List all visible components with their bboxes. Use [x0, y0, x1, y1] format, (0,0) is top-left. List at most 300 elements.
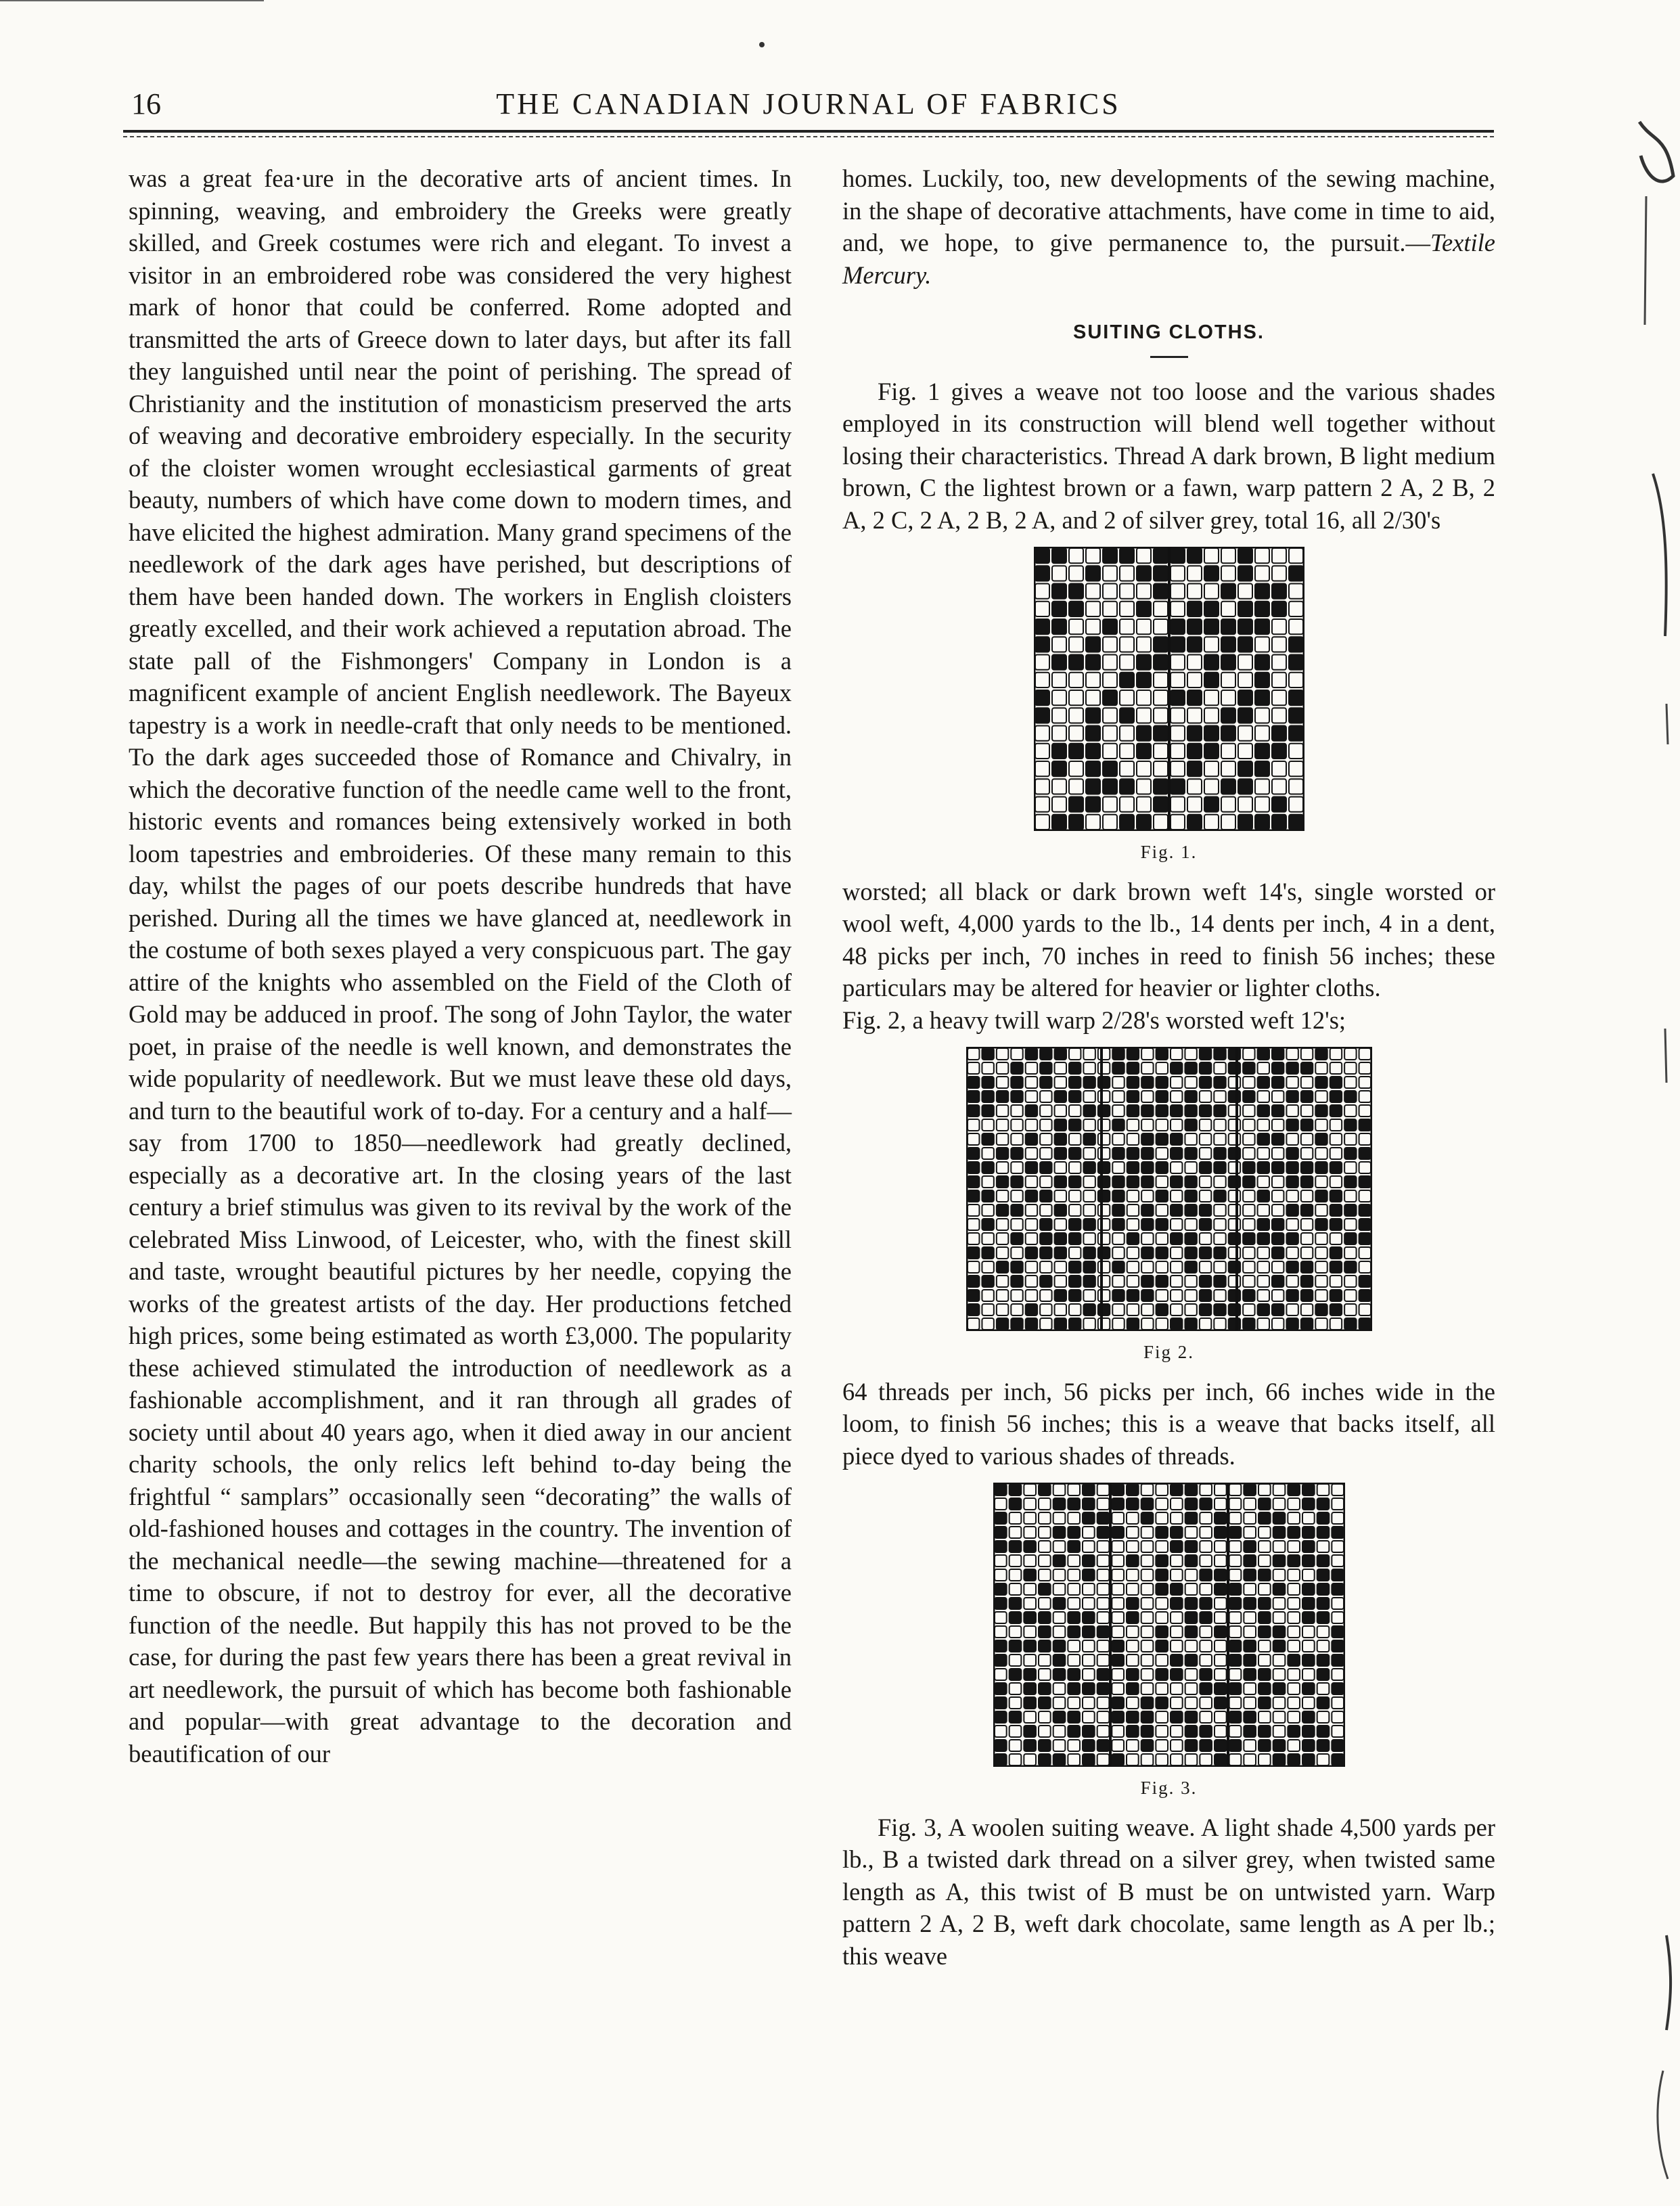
- weave-cell: [1127, 1276, 1138, 1287]
- weave-cell: [1069, 1091, 1081, 1102]
- weave-cell: [1185, 1290, 1196, 1301]
- weave-cell: [1127, 1290, 1138, 1301]
- weave-cell: [1054, 1219, 1066, 1230]
- weave-cell: [1103, 726, 1117, 741]
- weave-cell: [1229, 1683, 1241, 1694]
- weave-cell: [1286, 1162, 1298, 1173]
- weave-cell: [1317, 1726, 1329, 1737]
- weave-cell: [1127, 1626, 1139, 1638]
- weave-cell: [1141, 1541, 1153, 1552]
- weave-cell: [1103, 779, 1117, 794]
- weave-cell: [1286, 1304, 1298, 1315]
- weave-cell: [1332, 1484, 1344, 1495]
- weave-cell: [1317, 1598, 1329, 1609]
- weave-cell: [1024, 1612, 1036, 1623]
- weave-cell: [1272, 1119, 1284, 1131]
- weave-cell: [1187, 690, 1202, 705]
- weave-cell: [1255, 584, 1269, 599]
- weave-cell: [1199, 1247, 1210, 1259]
- weave-cell: [1086, 602, 1100, 616]
- weave-cell: [1127, 1176, 1138, 1188]
- weave-cell: [1127, 1569, 1139, 1581]
- weave-cell: [1273, 1484, 1285, 1495]
- weave-cell: [1171, 1219, 1182, 1230]
- weave-cell: [1097, 1583, 1109, 1595]
- weave-cell: [968, 1119, 979, 1131]
- weave-cell: [1185, 1190, 1196, 1202]
- weave-cell: [1229, 1640, 1241, 1652]
- weave-cell: [1214, 1062, 1225, 1074]
- weave-cell: [1009, 1640, 1021, 1652]
- weave-cell: [1214, 1583, 1227, 1595]
- weave-cell: [1112, 1219, 1124, 1230]
- weave-cell: [1344, 1247, 1356, 1259]
- weave-cell: [996, 1247, 1007, 1259]
- weave-cell: [996, 1077, 1007, 1088]
- weave-cell: [1025, 1119, 1037, 1131]
- weave-cell: [1141, 1555, 1153, 1567]
- weave-cell: [1112, 1569, 1124, 1581]
- weave-cell: [1272, 602, 1286, 616]
- weave-cell: [968, 1276, 979, 1287]
- weave-cell: [1112, 1754, 1124, 1765]
- weave-cell: [1035, 797, 1049, 812]
- weave-cell: [1200, 1569, 1212, 1581]
- weave-cell: [1330, 1304, 1341, 1315]
- weave-cell: [1187, 779, 1202, 794]
- weave-cell: [1300, 1219, 1312, 1230]
- weave-cell: [1156, 1162, 1167, 1173]
- weave-cell: [1272, 1190, 1284, 1202]
- weave-cell: [1317, 1740, 1329, 1751]
- weave-cell: [1025, 1133, 1037, 1145]
- weave-cell: [1273, 1683, 1285, 1694]
- weave-cell: [1112, 1247, 1124, 1259]
- weave-cell: [1214, 1598, 1227, 1609]
- weave-cell: [1171, 1176, 1182, 1188]
- weave-cell: [1025, 1276, 1037, 1287]
- weave-cell: [1244, 1583, 1256, 1595]
- weave-cell: [1127, 1077, 1138, 1088]
- weave-cell: [1025, 1318, 1037, 1330]
- weave-cell: [1317, 1484, 1329, 1495]
- weave-cell: [1052, 548, 1066, 563]
- weave-cell: [1228, 1261, 1240, 1273]
- weave-cell: [1039, 1612, 1051, 1623]
- weave-cell: [1238, 584, 1252, 599]
- weave-cell: [968, 1062, 979, 1074]
- weave-cell: [1171, 1148, 1182, 1159]
- weave-cell: [1112, 1105, 1124, 1117]
- weave-cell: [1112, 1697, 1124, 1709]
- weave-cell: [1315, 1304, 1327, 1315]
- weave-cell: [1156, 1077, 1167, 1088]
- weave-cell: [1272, 708, 1286, 723]
- weave-cell: [1214, 1205, 1225, 1216]
- weave-cell: [1272, 797, 1286, 812]
- weave-cell: [1141, 1726, 1153, 1737]
- weave-cell: [1112, 1583, 1124, 1595]
- weave-cell: [1035, 690, 1049, 705]
- weave-cell: [1228, 1119, 1240, 1131]
- weave-cell: [1243, 1162, 1254, 1173]
- weave-cell: [1053, 1612, 1065, 1623]
- weave-cell: [1344, 1162, 1356, 1173]
- weave-cell: [1083, 1583, 1095, 1595]
- weave-cell: [1171, 548, 1185, 563]
- weave-cell: [1257, 1077, 1269, 1088]
- weave-cell: [1199, 1105, 1210, 1117]
- weave-cell: [1112, 1498, 1124, 1510]
- weave-cell: [1171, 1626, 1183, 1638]
- weave-cell: [1141, 1484, 1153, 1495]
- weave-cell: [1097, 1190, 1109, 1202]
- weave-cell: [1214, 1654, 1227, 1666]
- weave-cell: [1040, 1119, 1051, 1131]
- weave-cell: [982, 1119, 993, 1131]
- weave-cell: [1300, 1233, 1312, 1244]
- weave-cell: [1286, 1133, 1298, 1145]
- weave-cell: [1317, 1626, 1329, 1638]
- weave-cell: [1171, 1726, 1183, 1737]
- weave-cell: [1053, 1697, 1065, 1709]
- weave-cell: [1083, 1726, 1095, 1737]
- weave-cell: [968, 1162, 979, 1173]
- weave-cell: [1289, 708, 1303, 723]
- weave-cell: [1200, 1626, 1212, 1638]
- weave-cell: [1359, 1247, 1370, 1259]
- weave-cell: [1025, 1261, 1037, 1273]
- weave-cell: [1199, 1176, 1210, 1188]
- weave-cell: [1258, 1754, 1271, 1765]
- weave-cell: [1069, 1148, 1081, 1159]
- weave-cell: [1154, 761, 1168, 776]
- weave-cell: [1154, 708, 1168, 723]
- weave-cell: [1272, 1148, 1284, 1159]
- weave-cell: [1243, 1062, 1254, 1074]
- weave-cell: [1127, 1261, 1138, 1273]
- weave-cell: [1200, 1527, 1212, 1538]
- weave-cell: [1204, 619, 1219, 634]
- weave-cell: [1024, 1697, 1036, 1709]
- weave-cell: [1112, 1048, 1124, 1060]
- weave-cell: [1229, 1740, 1241, 1751]
- weave-cell: [1069, 744, 1083, 759]
- weave-cell: [1288, 1598, 1300, 1609]
- weave-cell: [1069, 1062, 1081, 1074]
- weave-cell: [1273, 1754, 1285, 1765]
- weave-cell: [1086, 566, 1100, 581]
- weave-cell: [1359, 1304, 1370, 1315]
- weave-cell: [1214, 1484, 1227, 1495]
- weave-cell: [1097, 1290, 1109, 1301]
- weave-cell: [1039, 1512, 1051, 1524]
- weave-cell: [1243, 1290, 1254, 1301]
- weave-cell: [1009, 1541, 1021, 1552]
- weave-cell: [1255, 708, 1269, 723]
- continuation-text: homes. Luckily, too, new developments of the sewing machine, in the shape of decorative attachments, have come in time to aid, and, we hope, to give permanence to, the pursuit.—: [842, 164, 1495, 256]
- weave-cell: [1238, 708, 1252, 723]
- weave-cell: [1221, 797, 1235, 812]
- weave-cell: [1137, 779, 1151, 794]
- weave-cell: [1024, 1654, 1036, 1666]
- weave-cell: [1052, 744, 1066, 759]
- weave-cell: [1258, 1512, 1271, 1524]
- weave-cell: [1141, 1233, 1153, 1244]
- weave-cell: [1221, 602, 1235, 616]
- weave-cell: [1086, 761, 1100, 776]
- weave-cell: [1024, 1555, 1036, 1567]
- weave-cell: [1273, 1512, 1285, 1524]
- weave-cell: [1171, 1683, 1183, 1694]
- weave-cell: [1112, 1261, 1124, 1273]
- weave-cell: [1244, 1555, 1256, 1567]
- weave-cell: [1214, 1318, 1225, 1330]
- weave-cell: [1199, 1276, 1210, 1287]
- weave-cell: [1127, 1654, 1139, 1666]
- weave-cell: [1052, 726, 1066, 741]
- weave-cell: [1054, 1276, 1066, 1287]
- weave-cell: [1317, 1654, 1329, 1666]
- weave-cell: [1238, 602, 1252, 616]
- weave-cell: [1083, 1219, 1095, 1230]
- weave-cell: [1302, 1512, 1315, 1524]
- weave-cell: [1039, 1598, 1051, 1609]
- weave-cell: [1272, 1318, 1284, 1330]
- weave-cell: [1185, 1119, 1196, 1131]
- weave-cell: [995, 1598, 1007, 1609]
- weave-cell: [1344, 1148, 1356, 1159]
- weave-cell: [1300, 1105, 1312, 1117]
- weave-cell: [1302, 1612, 1315, 1623]
- weave-cell: [1200, 1512, 1212, 1524]
- weave-cell: [1272, 1105, 1284, 1117]
- weave-cell: [1103, 637, 1117, 652]
- weave-cell: [1185, 1304, 1196, 1315]
- weave-cell: [1204, 761, 1219, 776]
- weave-cell: [1171, 744, 1185, 759]
- weave-cell: [1171, 619, 1185, 634]
- weave-cell: [1244, 1697, 1256, 1709]
- weave-cell: [1171, 1048, 1182, 1060]
- weave-cell: [1359, 1133, 1370, 1145]
- weave-cell: [982, 1148, 993, 1159]
- weave-cell: [1011, 1176, 1022, 1188]
- weave-cell: [995, 1640, 1007, 1652]
- weave-cell: [1185, 1176, 1196, 1188]
- weave-cell: [1097, 1105, 1109, 1117]
- weave-cell: [1255, 779, 1269, 794]
- weave-cell: [1214, 1711, 1227, 1723]
- paragraph-fig3-description: Fig. 3, A woolen suiting weave. A light shade 4,500 yards per lb., B a twisted dark thread on a silver grey, when twisted same length as A, this twist of B must be on untwisted yarn. Warp pattern 2 A, 2 B, weft dark chocolate, same length as A per lb.; this weave: [842, 1813, 1495, 1970]
- weave-cell: [1068, 1541, 1080, 1552]
- weave-cell: [1302, 1484, 1315, 1495]
- weave-cell: [1315, 1133, 1327, 1145]
- weave-cell: [1156, 1261, 1167, 1273]
- weave-cell: [1272, 1048, 1284, 1060]
- weave-cell: [1288, 1669, 1300, 1680]
- weave-cell: [1317, 1754, 1329, 1765]
- weave-cell: [1069, 1162, 1081, 1173]
- weave-cell: [1120, 655, 1134, 670]
- weave-cell: [1229, 1612, 1241, 1623]
- weave-cell: [1024, 1598, 1036, 1609]
- weave-cell: [1171, 1697, 1183, 1709]
- weave-cell: [1214, 1754, 1227, 1765]
- weave-cell: [1054, 1077, 1066, 1088]
- weave-cell: [1009, 1555, 1021, 1567]
- weave-cell: [1229, 1541, 1241, 1552]
- weave-cell: [1214, 1697, 1227, 1709]
- weave-cell: [1185, 1318, 1196, 1330]
- weave-cell: [1272, 726, 1286, 741]
- weave-cell: [1039, 1626, 1051, 1638]
- weave-cell: [1069, 1176, 1081, 1188]
- weave-cell: [1243, 1148, 1254, 1159]
- weave-cell: [1289, 637, 1303, 652]
- weave-cell: [1069, 673, 1083, 688]
- weave-cell: [1228, 1062, 1240, 1074]
- weave-cell: [996, 1176, 1007, 1188]
- weave-cell: [1103, 761, 1117, 776]
- weave-cell: [1141, 1091, 1153, 1102]
- weave-cell: [1156, 1669, 1168, 1680]
- weave-cell: [1200, 1555, 1212, 1567]
- weave-cell: [1315, 1247, 1327, 1259]
- weave-cell: [1053, 1527, 1065, 1538]
- weave-cell: [1243, 1219, 1254, 1230]
- weave-cell: [1052, 690, 1066, 705]
- weave-cell: [1097, 1219, 1109, 1230]
- weave-cell: [1097, 1077, 1109, 1088]
- weave-cell: [1053, 1754, 1065, 1765]
- weave-cell: [1359, 1176, 1370, 1188]
- weave-cell: [982, 1219, 993, 1230]
- weave-cell: [1154, 673, 1168, 688]
- weave-cell: [968, 1219, 979, 1230]
- weave-cell: [1083, 1190, 1095, 1202]
- weave-cell: [1200, 1484, 1212, 1495]
- weave-cell: [1112, 1740, 1124, 1751]
- weave-cell: [1289, 655, 1303, 670]
- weave-cell: [1286, 1261, 1298, 1273]
- weave-cell: [1127, 1583, 1139, 1595]
- weave-cell: [1359, 1318, 1370, 1330]
- weave-cell: [1054, 1190, 1066, 1202]
- weave-cell: [1257, 1091, 1269, 1102]
- weave-cell: [1009, 1498, 1021, 1510]
- weave-cell: [982, 1318, 993, 1330]
- weave-cell: [1112, 1133, 1124, 1145]
- weave-cell: [1097, 1654, 1109, 1666]
- weave-cell: [1185, 1261, 1196, 1273]
- weave-cell: [1112, 1612, 1124, 1623]
- weave-cell: [1214, 1541, 1227, 1552]
- fig1-weave-diagram: [1034, 547, 1304, 831]
- weave-cell: [1025, 1148, 1037, 1159]
- weave-cell: [1199, 1219, 1210, 1230]
- weave-cell: [1024, 1640, 1036, 1652]
- weave-cell: [1258, 1498, 1271, 1510]
- weave-cell: [995, 1612, 1007, 1623]
- weave-cell: [1083, 1640, 1095, 1652]
- weave-cell: [1141, 1527, 1153, 1538]
- weave-cell: [1244, 1569, 1256, 1581]
- figure-2: [842, 1047, 1495, 1369]
- weave-cell: [1300, 1318, 1312, 1330]
- weave-cell: [1243, 1205, 1254, 1216]
- weave-cell: [1204, 566, 1219, 581]
- weave-cell: [1039, 1754, 1051, 1765]
- weave-cell: [1052, 797, 1066, 812]
- weave-cell: [1221, 761, 1235, 776]
- weave-cell: [1097, 1261, 1109, 1273]
- weave-cell: [1011, 1048, 1022, 1060]
- weave-cell: [1009, 1583, 1021, 1595]
- weave-cell: [1097, 1640, 1109, 1652]
- weave-cell: [1039, 1640, 1051, 1652]
- weave-cell: [1315, 1318, 1327, 1330]
- weave-cell: [982, 1304, 993, 1315]
- weave-cell: [1083, 1612, 1095, 1623]
- weave-cell: [1300, 1048, 1312, 1060]
- weave-cell: [1258, 1569, 1271, 1581]
- weave-cell: [1214, 1512, 1227, 1524]
- weave-cell: [1273, 1726, 1285, 1737]
- weave-cell: [1141, 1133, 1153, 1145]
- weave-cell: [1069, 566, 1083, 581]
- weave-cell: [1025, 1162, 1037, 1173]
- weave-cell: [1273, 1626, 1285, 1638]
- weave-cell: [1302, 1527, 1315, 1538]
- weave-cell: [1156, 1598, 1168, 1609]
- weave-cell: [1257, 1162, 1269, 1173]
- weave-cell: [1171, 1205, 1182, 1216]
- weave-cell: [1317, 1541, 1329, 1552]
- weave-cell: [1200, 1740, 1212, 1751]
- weave-cell: [1025, 1233, 1037, 1244]
- weave-cell: [1344, 1219, 1356, 1230]
- weave-cell: [1054, 1290, 1066, 1301]
- weave-cell: [1229, 1711, 1241, 1723]
- page-header: [122, 87, 1495, 127]
- weave-cell: [1317, 1697, 1329, 1709]
- weave-cell: [1289, 797, 1303, 812]
- weave-cell: [1228, 1077, 1240, 1088]
- weave-cell: [1068, 1569, 1080, 1581]
- weave-cell: [1300, 1133, 1312, 1145]
- weave-cell: [1156, 1105, 1167, 1117]
- weave-cell: [1258, 1711, 1271, 1723]
- weave-cell: [1273, 1612, 1285, 1623]
- weave-cell: [1317, 1640, 1329, 1652]
- weave-cell: [968, 1261, 979, 1273]
- weave-cell: [1238, 815, 1252, 830]
- weave-cell: [1035, 548, 1049, 563]
- weave-cell: [1255, 673, 1269, 688]
- weave-cell: [1286, 1091, 1298, 1102]
- weave-cell: [1011, 1190, 1022, 1202]
- weave-cell: [1097, 1669, 1109, 1680]
- weave-cell: [1257, 1304, 1269, 1315]
- weave-cell: [1244, 1626, 1256, 1638]
- weave-cell: [1359, 1119, 1370, 1131]
- weave-cell: [1272, 744, 1286, 759]
- weave-cell: [1171, 1105, 1182, 1117]
- weave-cell: [1286, 1233, 1298, 1244]
- weave-cell: [1097, 1512, 1109, 1524]
- fig3-frame: [994, 1483, 1344, 1766]
